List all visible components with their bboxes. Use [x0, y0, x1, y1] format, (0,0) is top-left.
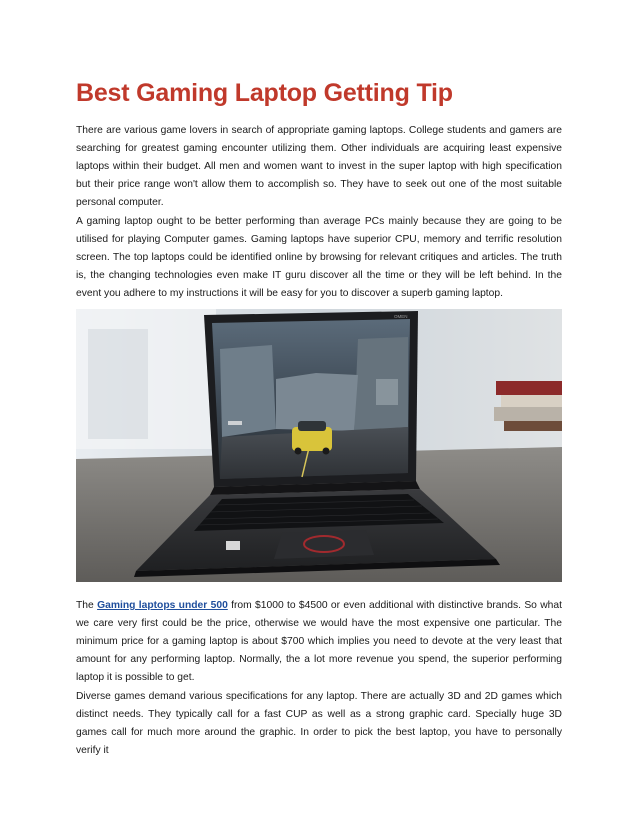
paragraph-performance: A gaming laptop ought to be better performing than average PCs mainly because they are going to be utilised for playing Computer games. Gaming laptops have superior CPU, memory and terrific resolution screen. The top laptops could be identified online by browsing for relevant critiques and articles. The truth is, the changing technologies even make IT guru discover all the time or they will be left behind. In the event you adhere to my instructions it will be easy for you to discover a superb gaming laptop. — [76, 216, 562, 300]
paragraph-price-prefix: The — [76, 600, 98, 611]
paragraph-price-text: from $1000 to $4500 or even additional with distinctive brands. So what we care very first could be the price, otherwise we would have the most expensive one particular. The minimum price for a gaming laptop is about $700 which implies you need to devote at the very least that amount for any performing laptop. Normally, the a lot more revenue you spend, the superior performing laptop it is possible to get. — [76, 600, 562, 684]
gaming-laptops-link[interactable]: Gaming laptops under 500 — [97, 600, 228, 611]
brand-mark: OMEN — [394, 314, 408, 319]
paragraph-price — [76, 597, 562, 687]
laptop-photo — [76, 309, 562, 582]
page-title: Best Gaming Laptop Getting Tip — [76, 79, 453, 107]
paragraph-intro: There are various game lovers in search of appropriate gaming laptops. College students and gamers are searching for greatest gaming encounter utilizing them. Other individuals are acquiring least expensive laptops within their budget. All men and women want to invest in the super laptop with high specification but their price range won't allow them to accomplish so. They have to seek out one of the most suitable personal computer. — [76, 125, 562, 209]
paragraph-specifications: Diverse games demand various specifications for any laptop. There are actually 3D and 2D games which distinct needs. They typically call for a fast CUP as well as a strong graphic card. Specially huge 3D games call for much more around the graphic. In order to pick the best laptop, you have to personally verify it — [76, 691, 562, 757]
